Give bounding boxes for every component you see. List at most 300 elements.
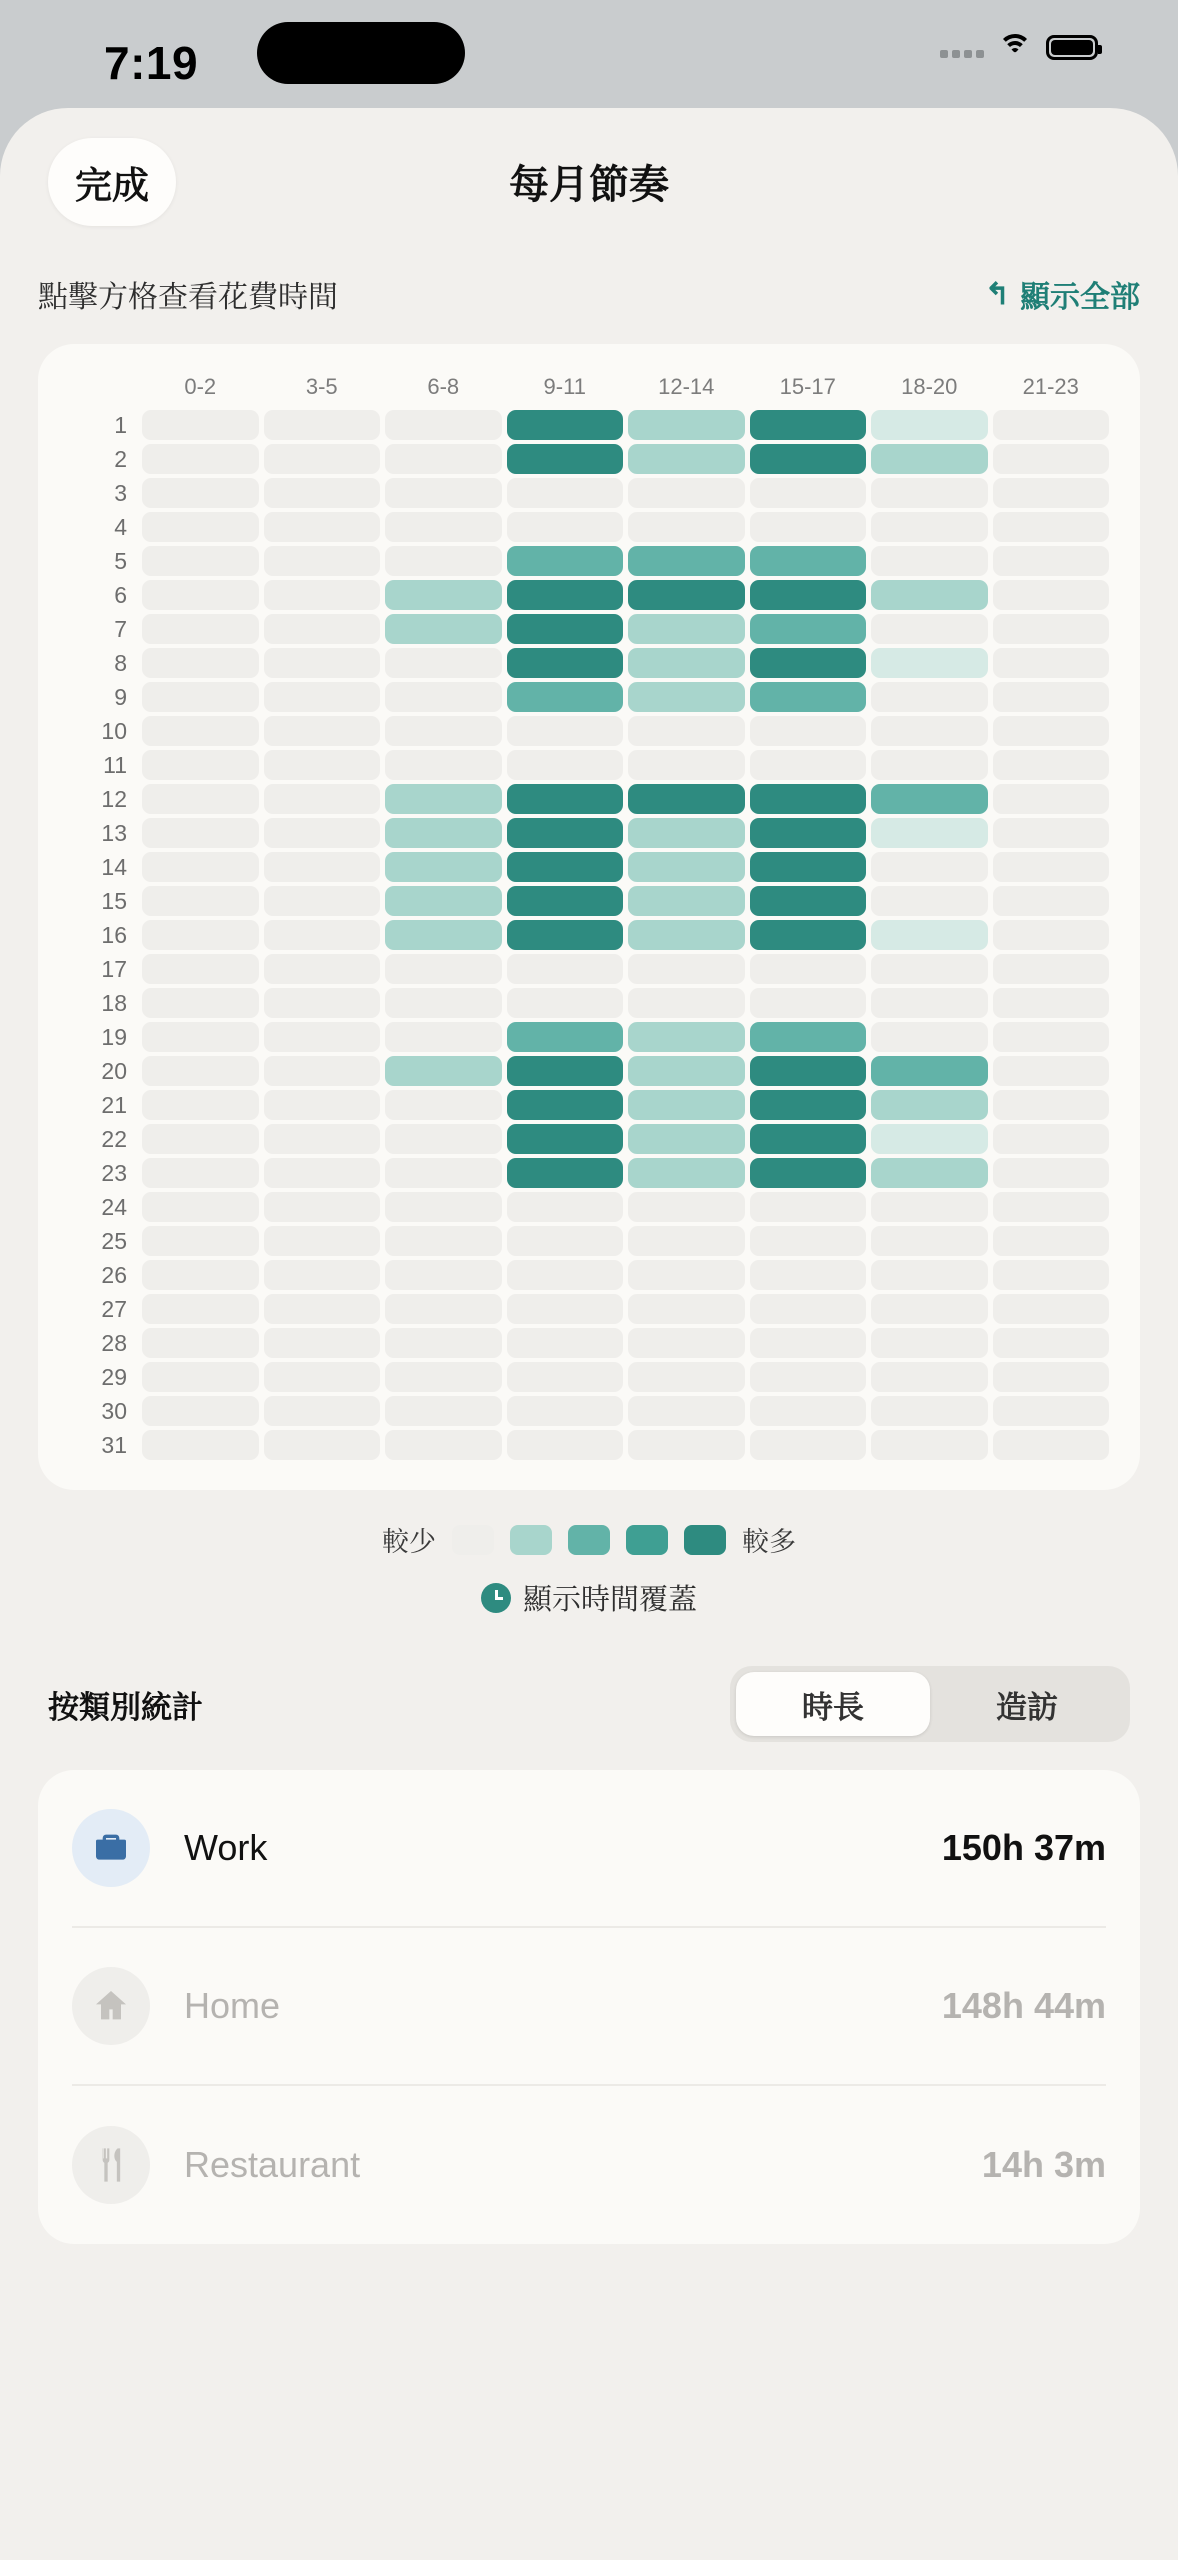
heatmap-row bbox=[65, 716, 1109, 746]
heatmap-cell[interactable] bbox=[264, 1328, 381, 1358]
heatmap-row bbox=[65, 1158, 1109, 1188]
heatmap-cell[interactable] bbox=[264, 784, 381, 814]
heatmap-cell[interactable] bbox=[750, 1158, 867, 1188]
heatmap-cell[interactable] bbox=[142, 1192, 259, 1222]
heatmap-cell[interactable] bbox=[385, 1294, 502, 1324]
heatmap-row-label: 7 bbox=[114, 615, 127, 642]
heatmap-cell[interactable] bbox=[750, 580, 867, 610]
heatmap-cell[interactable] bbox=[871, 784, 988, 814]
heatmap-cell[interactable] bbox=[993, 818, 1110, 848]
heatmap-cell[interactable] bbox=[628, 886, 745, 916]
heatmap-cell[interactable] bbox=[628, 546, 745, 576]
heatmap-cell[interactable] bbox=[142, 682, 259, 712]
heatmap-row-label: 26 bbox=[101, 1261, 127, 1288]
heatmap-cell[interactable] bbox=[750, 444, 867, 474]
heatmap-cell[interactable] bbox=[264, 1056, 381, 1086]
segment-visits[interactable]: 造訪 bbox=[996, 1689, 1058, 1725]
heatmap-cell[interactable] bbox=[993, 1430, 1110, 1460]
heatmap-cell[interactable] bbox=[507, 444, 624, 474]
heatmap-cell[interactable] bbox=[628, 1124, 745, 1154]
heatmap-cell[interactable] bbox=[628, 852, 745, 882]
heatmap-cell[interactable] bbox=[385, 1430, 502, 1460]
heatmap-cell[interactable] bbox=[871, 1158, 988, 1188]
heatmap-cell[interactable] bbox=[993, 716, 1110, 746]
heatmap-row-label: 18 bbox=[101, 989, 127, 1016]
heatmap-cell[interactable] bbox=[750, 1362, 867, 1392]
heatmap-row-label: 9 bbox=[114, 683, 127, 710]
heatmap-cell[interactable] bbox=[993, 954, 1110, 984]
heatmap-cell[interactable] bbox=[871, 1260, 988, 1290]
heatmap-cell[interactable] bbox=[628, 478, 745, 508]
heatmap-cell[interactable] bbox=[142, 1056, 259, 1086]
heatmap-cell[interactable] bbox=[385, 1056, 502, 1086]
heatmap-cell[interactable] bbox=[507, 1124, 624, 1154]
heatmap-cell[interactable] bbox=[264, 954, 381, 984]
heatmap-cell[interactable] bbox=[993, 750, 1110, 780]
heatmap-cell[interactable] bbox=[628, 954, 745, 984]
heatmap-cell[interactable] bbox=[993, 1260, 1110, 1290]
heatmap-col-header: 15-17 bbox=[779, 374, 836, 399]
heatmap-cell[interactable] bbox=[750, 546, 867, 576]
heatmap-cell[interactable] bbox=[750, 1192, 867, 1222]
heatmap-cell[interactable] bbox=[142, 1396, 259, 1426]
heatmap-cell[interactable] bbox=[628, 1430, 745, 1460]
heatmap-cell[interactable] bbox=[142, 410, 259, 440]
heatmap-cell[interactable] bbox=[750, 1396, 867, 1426]
heatmap-cell[interactable] bbox=[750, 682, 867, 712]
heatmap-cell[interactable] bbox=[871, 614, 988, 644]
heatmap-cell[interactable] bbox=[507, 512, 624, 542]
list-item[interactable] bbox=[72, 1770, 1106, 1928]
heatmap-cell[interactable] bbox=[871, 1362, 988, 1392]
heatmap-cell[interactable] bbox=[628, 648, 745, 678]
heatmap-cell[interactable] bbox=[142, 1294, 259, 1324]
heatmap-cell[interactable] bbox=[750, 512, 867, 542]
heatmap-cell[interactable] bbox=[385, 1226, 502, 1256]
heatmap-cell[interactable] bbox=[750, 1056, 867, 1086]
heatmap-cell[interactable] bbox=[993, 546, 1110, 576]
heatmap-cell[interactable] bbox=[993, 784, 1110, 814]
heatmap-cell[interactable] bbox=[507, 1328, 624, 1358]
heatmap-cell[interactable] bbox=[628, 444, 745, 474]
heatmap-cell[interactable] bbox=[507, 818, 624, 848]
heatmap-cell[interactable] bbox=[628, 580, 745, 610]
heatmap-cell[interactable] bbox=[507, 1396, 624, 1426]
heatmap-cell[interactable] bbox=[142, 818, 259, 848]
heatmap-cell[interactable] bbox=[264, 1192, 381, 1222]
heatmap-row bbox=[65, 512, 1109, 542]
heatmap-cell[interactable] bbox=[142, 1362, 259, 1392]
heatmap-cell[interactable] bbox=[264, 1124, 381, 1154]
heatmap-row-label: 3 bbox=[114, 479, 127, 506]
heatmap-cell[interactable] bbox=[385, 682, 502, 712]
heatmap-cell[interactable] bbox=[142, 1226, 259, 1256]
heatmap-cell[interactable] bbox=[507, 1260, 624, 1290]
heatmap-cell[interactable] bbox=[264, 478, 381, 508]
heatmap-cell[interactable] bbox=[142, 512, 259, 542]
heatmap-cell[interactable] bbox=[750, 1124, 867, 1154]
heatmap-cell[interactable] bbox=[507, 478, 624, 508]
heatmap-cell[interactable] bbox=[993, 920, 1110, 950]
heatmap-cell[interactable] bbox=[385, 614, 502, 644]
heatmap-cell[interactable] bbox=[264, 988, 381, 1018]
heatmap-cell[interactable] bbox=[993, 1124, 1110, 1154]
heatmap-row bbox=[65, 1396, 1109, 1426]
heatmap-cell[interactable] bbox=[142, 716, 259, 746]
heatmap-cell[interactable] bbox=[871, 648, 988, 678]
heatmap-row bbox=[65, 1260, 1109, 1290]
heatmap-cell[interactable] bbox=[750, 1260, 867, 1290]
heatmap-row-label: 19 bbox=[101, 1023, 127, 1050]
heatmap-row-label: 10 bbox=[101, 717, 127, 744]
heatmap-cell[interactable] bbox=[385, 1260, 502, 1290]
heatmap-cell[interactable] bbox=[993, 1396, 1110, 1426]
heatmap-cell[interactable] bbox=[264, 580, 381, 610]
heatmap-cell[interactable] bbox=[871, 716, 988, 746]
heatmap-cell[interactable] bbox=[385, 1124, 502, 1154]
heatmap-cell[interactable] bbox=[385, 1192, 502, 1222]
heatmap-cell[interactable] bbox=[507, 716, 624, 746]
heatmap-cell[interactable] bbox=[264, 750, 381, 780]
heatmap-cell[interactable] bbox=[507, 954, 624, 984]
heatmap-cell[interactable] bbox=[264, 920, 381, 950]
heatmap-cell[interactable] bbox=[750, 478, 867, 508]
heatmap-cell[interactable] bbox=[507, 1158, 624, 1188]
heatmap-cell[interactable] bbox=[507, 1056, 624, 1086]
heatmap-row bbox=[65, 682, 1109, 712]
heatmap-cell[interactable] bbox=[385, 920, 502, 950]
stats-header bbox=[0, 1666, 1178, 1742]
heatmap-cell[interactable] bbox=[264, 1430, 381, 1460]
heatmap-cell[interactable] bbox=[264, 1090, 381, 1120]
heatmap-cell[interactable] bbox=[750, 1226, 867, 1256]
briefcase-icon bbox=[72, 1809, 150, 1887]
heatmap-cell[interactable] bbox=[750, 852, 867, 882]
heatmap-row-label: 8 bbox=[114, 649, 127, 676]
heatmap-cell[interactable] bbox=[507, 1294, 624, 1324]
heatmap-cell[interactable] bbox=[628, 750, 745, 780]
show-all-button[interactable] bbox=[985, 272, 1140, 316]
heatmap-cell[interactable] bbox=[385, 954, 502, 984]
heatmap-cell[interactable] bbox=[142, 1124, 259, 1154]
heatmap-cell[interactable] bbox=[628, 920, 745, 950]
heatmap-cell[interactable] bbox=[264, 682, 381, 712]
heatmap-cell[interactable] bbox=[507, 1192, 624, 1222]
heatmap-cell[interactable] bbox=[264, 886, 381, 916]
heatmap-cell[interactable] bbox=[628, 1090, 745, 1120]
heatmap-cell[interactable] bbox=[628, 988, 745, 1018]
heatmap-cell[interactable] bbox=[264, 648, 381, 678]
heatmap-cell[interactable] bbox=[750, 1294, 867, 1324]
heatmap-cell[interactable] bbox=[993, 444, 1110, 474]
heatmap-grid[interactable] bbox=[60, 370, 1114, 1464]
heatmap-row bbox=[65, 1294, 1109, 1324]
heatmap-cell[interactable] bbox=[385, 784, 502, 814]
heatmap-cell[interactable] bbox=[142, 988, 259, 1018]
heatmap-cell[interactable] bbox=[871, 1328, 988, 1358]
category-value: 148h 44m bbox=[941, 1985, 1106, 2026]
heatmap-cell[interactable] bbox=[507, 546, 624, 576]
legend-swatch-3 bbox=[626, 1525, 668, 1555]
heatmap-cell[interactable] bbox=[871, 852, 988, 882]
heatmap-cell[interactable] bbox=[871, 1396, 988, 1426]
heatmap-cell[interactable] bbox=[264, 1396, 381, 1426]
heatmap-cell[interactable] bbox=[871, 818, 988, 848]
heatmap-cell[interactable] bbox=[628, 1158, 745, 1188]
heatmap-cell[interactable] bbox=[993, 1294, 1110, 1324]
heatmap-cell[interactable] bbox=[628, 1192, 745, 1222]
heatmap-cell[interactable] bbox=[993, 1022, 1110, 1052]
heatmap-row-label: 27 bbox=[101, 1295, 127, 1322]
heatmap-cell[interactable] bbox=[385, 648, 502, 678]
heatmap-cell[interactable] bbox=[385, 750, 502, 780]
legend-swatch-0 bbox=[452, 1525, 494, 1555]
heatmap-cell[interactable] bbox=[507, 1226, 624, 1256]
heatmap-cell[interactable] bbox=[628, 614, 745, 644]
heatmap-cell[interactable] bbox=[871, 1226, 988, 1256]
heatmap-cell[interactable] bbox=[385, 546, 502, 576]
heatmap-cell[interactable] bbox=[871, 988, 988, 1018]
heatmap-cell[interactable] bbox=[750, 716, 867, 746]
heatmap-cell[interactable] bbox=[871, 1192, 988, 1222]
heatmap-cell[interactable] bbox=[871, 444, 988, 474]
heatmap-cell[interactable] bbox=[385, 886, 502, 916]
heatmap-cell[interactable] bbox=[750, 648, 867, 678]
status-time: 7:19 bbox=[104, 37, 199, 89]
heatmap-cell[interactable] bbox=[871, 478, 988, 508]
heatmap-cell[interactable] bbox=[142, 1260, 259, 1290]
heatmap-row bbox=[65, 818, 1109, 848]
legend-swatch-4 bbox=[684, 1525, 726, 1555]
heatmap-cell[interactable] bbox=[628, 1260, 745, 1290]
heatmap-cell[interactable] bbox=[507, 614, 624, 644]
heatmap-cell[interactable] bbox=[628, 818, 745, 848]
heatmap-corner bbox=[65, 374, 137, 406]
heatmap-cell[interactable] bbox=[993, 478, 1110, 508]
heatmap-cell[interactable] bbox=[993, 512, 1110, 542]
heatmap-cell[interactable] bbox=[993, 1056, 1110, 1086]
heatmap-cell[interactable] bbox=[142, 1430, 259, 1460]
heatmap-cell[interactable] bbox=[871, 920, 988, 950]
heatmap-cell[interactable] bbox=[750, 1090, 867, 1120]
page-title: 每月節奏 bbox=[509, 163, 669, 207]
heatmap-row bbox=[65, 1090, 1109, 1120]
heatmap-row-label: 1 bbox=[114, 411, 127, 438]
heatmap-cell[interactable] bbox=[142, 784, 259, 814]
heatmap-cell[interactable] bbox=[871, 954, 988, 984]
heatmap-cell[interactable] bbox=[993, 580, 1110, 610]
heatmap-cell[interactable] bbox=[993, 1226, 1110, 1256]
heatmap-cell[interactable] bbox=[264, 1260, 381, 1290]
heatmap-cell[interactable] bbox=[507, 852, 624, 882]
heatmap-cell[interactable] bbox=[871, 750, 988, 780]
heatmap-cell[interactable] bbox=[507, 920, 624, 950]
heatmap-cell[interactable] bbox=[264, 716, 381, 746]
heatmap-cell[interactable] bbox=[628, 1362, 745, 1392]
heatmap-cell[interactable] bbox=[871, 1430, 988, 1460]
heatmap-cell[interactable] bbox=[993, 614, 1110, 644]
heatmap-cell[interactable] bbox=[142, 954, 259, 984]
heatmap-cell[interactable] bbox=[871, 1056, 988, 1086]
heatmap-cell[interactable] bbox=[385, 716, 502, 746]
heatmap-cell[interactable] bbox=[871, 512, 988, 542]
heatmap-cell[interactable] bbox=[264, 1294, 381, 1324]
heatmap-cell[interactable] bbox=[993, 1328, 1110, 1358]
heatmap-cell[interactable] bbox=[628, 1396, 745, 1426]
heatmap-cell[interactable] bbox=[264, 1226, 381, 1256]
heatmap-cell[interactable] bbox=[142, 478, 259, 508]
legend-more-label: 較多 bbox=[742, 1527, 796, 1557]
heatmap-cell[interactable] bbox=[507, 580, 624, 610]
heatmap-cell[interactable] bbox=[507, 886, 624, 916]
heatmap-cell[interactable] bbox=[993, 1158, 1110, 1188]
heatmap-cell[interactable] bbox=[264, 852, 381, 882]
heatmap-cell[interactable] bbox=[142, 546, 259, 576]
heatmap-cell[interactable] bbox=[750, 1022, 867, 1052]
heatmap-cell[interactable] bbox=[142, 614, 259, 644]
heatmap-cell[interactable] bbox=[628, 1328, 745, 1358]
heatmap-cell[interactable] bbox=[750, 920, 867, 950]
list-item[interactable] bbox=[72, 2086, 1106, 2244]
heatmap-cell[interactable] bbox=[142, 1090, 259, 1120]
heatmap-cell[interactable] bbox=[750, 750, 867, 780]
heatmap-row bbox=[65, 444, 1109, 474]
heatmap-cell[interactable] bbox=[507, 988, 624, 1018]
heatmap-cell[interactable] bbox=[385, 1022, 502, 1052]
heatmap-cell[interactable] bbox=[264, 444, 381, 474]
heatmap-cell[interactable] bbox=[264, 512, 381, 542]
heatmap-cell[interactable] bbox=[142, 648, 259, 678]
heatmap-cell[interactable] bbox=[628, 512, 745, 542]
heatmap-cell[interactable] bbox=[628, 1226, 745, 1256]
heatmap-cell[interactable] bbox=[385, 478, 502, 508]
heatmap-cell[interactable] bbox=[142, 1328, 259, 1358]
heatmap-cell[interactable] bbox=[993, 1192, 1110, 1222]
heatmap-cell[interactable] bbox=[993, 988, 1110, 1018]
heatmap-cell[interactable] bbox=[142, 1022, 259, 1052]
legend-swatch-2 bbox=[568, 1525, 610, 1555]
heatmap-cell[interactable] bbox=[385, 1158, 502, 1188]
heatmap-cell[interactable] bbox=[385, 580, 502, 610]
heatmap-cell[interactable] bbox=[385, 512, 502, 542]
heatmap-cell[interactable] bbox=[628, 716, 745, 746]
cutlery-icon bbox=[72, 2126, 150, 2204]
heatmap-cell[interactable] bbox=[871, 1090, 988, 1120]
heatmap-cell[interactable] bbox=[750, 954, 867, 984]
heatmap-cell[interactable] bbox=[993, 1090, 1110, 1120]
heatmap-cell[interactable] bbox=[871, 682, 988, 712]
heatmap-cell[interactable] bbox=[385, 410, 502, 440]
heatmap-cell[interactable] bbox=[507, 410, 624, 440]
heatmap-cell[interactable] bbox=[993, 852, 1110, 882]
heatmap-cell[interactable] bbox=[993, 410, 1110, 440]
heatmap-row bbox=[65, 1362, 1109, 1392]
heatmap-cell[interactable] bbox=[871, 1294, 988, 1324]
heatmap-cell[interactable] bbox=[871, 1124, 988, 1154]
stats-segmented-control[interactable] bbox=[730, 1666, 1130, 1742]
heatmap-cell[interactable] bbox=[385, 818, 502, 848]
heatmap-cell[interactable] bbox=[871, 580, 988, 610]
heatmap-cell[interactable] bbox=[750, 784, 867, 814]
heatmap-col-header: 0-2 bbox=[184, 374, 217, 399]
heatmap-cell[interactable] bbox=[507, 1362, 624, 1392]
heatmap-cell[interactable] bbox=[871, 546, 988, 576]
heatmap-cell[interactable] bbox=[142, 580, 259, 610]
heatmap-cell[interactable] bbox=[507, 784, 624, 814]
heatmap-cell[interactable] bbox=[385, 1396, 502, 1426]
heatmap-cell[interactable] bbox=[142, 444, 259, 474]
heatmap-cell[interactable] bbox=[507, 648, 624, 678]
heatmap-cell[interactable] bbox=[993, 648, 1110, 678]
heatmap-cell[interactable] bbox=[385, 852, 502, 882]
segment-duration[interactable]: 時長 bbox=[736, 1672, 930, 1736]
heatmap-cell[interactable] bbox=[264, 818, 381, 848]
heatmap-cell[interactable] bbox=[142, 852, 259, 882]
heatmap-row bbox=[65, 614, 1109, 644]
heatmap-cell[interactable] bbox=[993, 1362, 1110, 1392]
heatmap-cell[interactable] bbox=[142, 920, 259, 950]
list-item[interactable] bbox=[72, 1928, 1106, 2086]
heatmap-cell[interactable] bbox=[628, 1294, 745, 1324]
heatmap-cell[interactable] bbox=[264, 1158, 381, 1188]
heatmap-cell[interactable] bbox=[628, 410, 745, 440]
heatmap-cell[interactable] bbox=[993, 682, 1110, 712]
heatmap-cell[interactable] bbox=[871, 410, 988, 440]
heatmap-cell[interactable] bbox=[871, 886, 988, 916]
heatmap-row bbox=[65, 1328, 1109, 1358]
heatmap-cell[interactable] bbox=[385, 988, 502, 1018]
heatmap-cell[interactable] bbox=[628, 1022, 745, 1052]
heatmap-row bbox=[65, 852, 1109, 882]
heatmap-row bbox=[65, 478, 1109, 508]
heatmap-cell[interactable] bbox=[507, 1090, 624, 1120]
heatmap-cell[interactable] bbox=[750, 1328, 867, 1358]
heatmap-cell[interactable] bbox=[507, 1022, 624, 1052]
heatmap-cell[interactable] bbox=[507, 750, 624, 780]
heatmap-cell[interactable] bbox=[264, 614, 381, 644]
heatmap-cell[interactable] bbox=[142, 750, 259, 780]
heatmap-cell[interactable] bbox=[264, 546, 381, 576]
done-button[interactable]: 完成 bbox=[48, 138, 176, 226]
heatmap-cell[interactable] bbox=[142, 1158, 259, 1188]
heatmap-cell[interactable] bbox=[750, 886, 867, 916]
heatmap-cell[interactable] bbox=[750, 410, 867, 440]
heatmap-cell[interactable] bbox=[628, 682, 745, 712]
heatmap-cell[interactable] bbox=[871, 1022, 988, 1052]
heatmap-cell[interactable] bbox=[628, 784, 745, 814]
heatmap-row bbox=[65, 954, 1109, 984]
heatmap-cell[interactable] bbox=[264, 1362, 381, 1392]
heatmap-cell[interactable] bbox=[142, 886, 259, 916]
coverage-toggle[interactable] bbox=[0, 1577, 1178, 1618]
heatmap-cell[interactable] bbox=[385, 1362, 502, 1392]
heatmap-cell[interactable] bbox=[385, 444, 502, 474]
heatmap-cell[interactable] bbox=[385, 1328, 502, 1358]
heatmap-row bbox=[65, 886, 1109, 916]
heatmap-row bbox=[65, 546, 1109, 576]
heatmap-cell[interactable] bbox=[264, 410, 381, 440]
heatmap-cell[interactable] bbox=[507, 682, 624, 712]
heatmap-cell[interactable] bbox=[993, 886, 1110, 916]
heatmap-cell[interactable] bbox=[264, 1022, 381, 1052]
heatmap-cell[interactable] bbox=[750, 818, 867, 848]
heatmap-cell[interactable] bbox=[628, 1056, 745, 1086]
heatmap-cell[interactable] bbox=[507, 1430, 624, 1460]
heatmap-cell[interactable] bbox=[750, 614, 867, 644]
heatmap-cell[interactable] bbox=[750, 988, 867, 1018]
heatmap-cell[interactable] bbox=[750, 1430, 867, 1460]
heatmap-cell[interactable] bbox=[385, 1090, 502, 1120]
